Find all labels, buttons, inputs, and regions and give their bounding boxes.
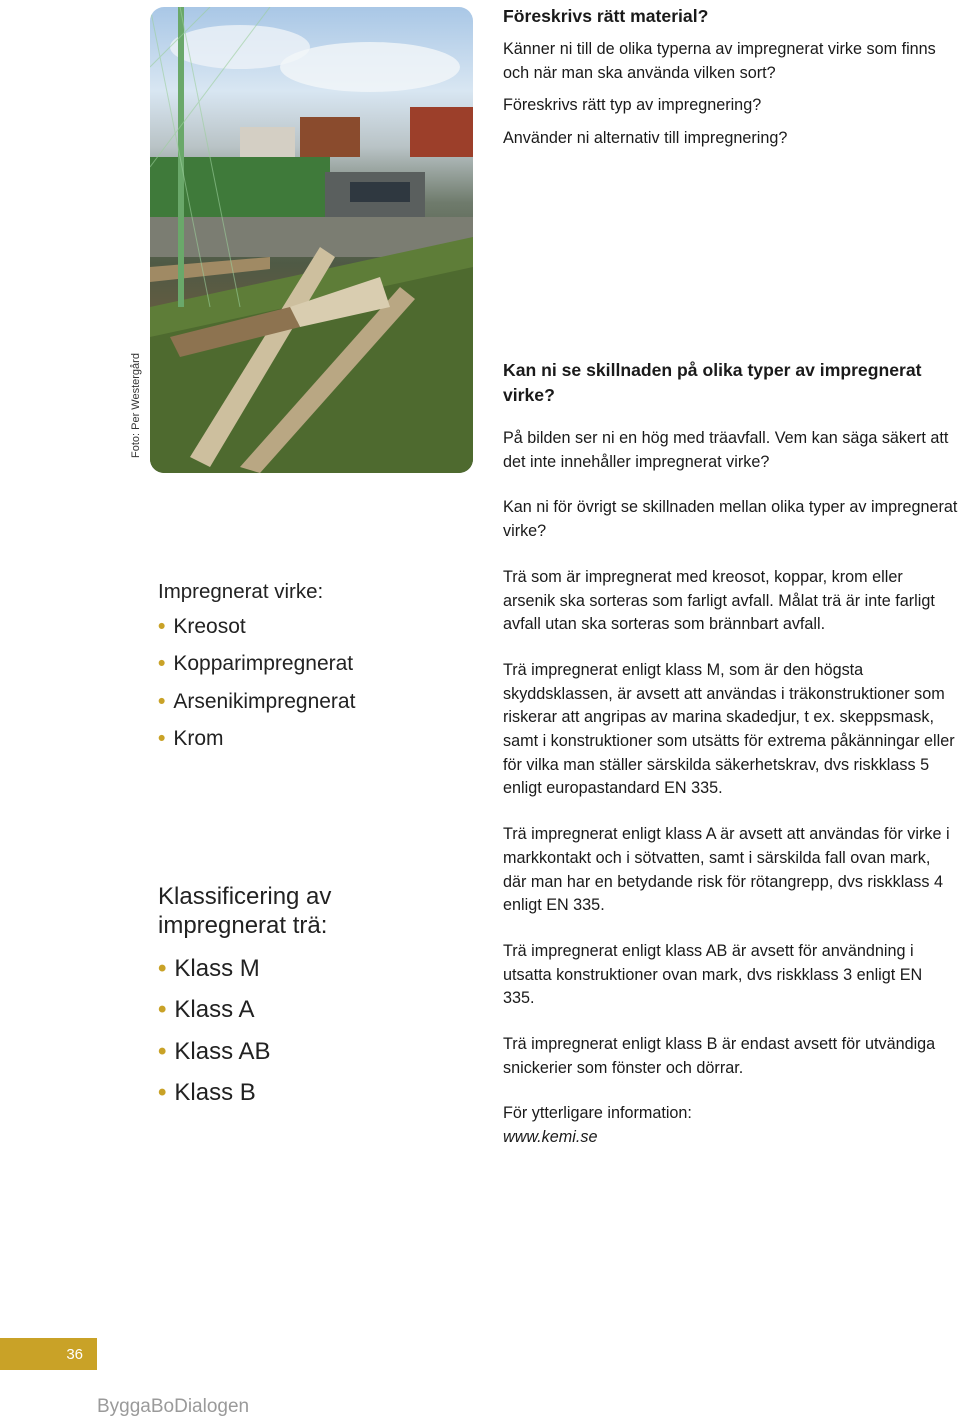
sidebar-1-title: Impregnerat virke:	[158, 580, 324, 603]
sidebar-classification	[158, 882, 458, 1114]
list-item-label: Klass A	[174, 996, 255, 1024]
intro-question-1: Känner ni till de olika typerna av impregnerat virke som finns och när man ska använda vilken sort?	[503, 40, 936, 82]
bullet-icon: •	[158, 1037, 167, 1065]
intro-heading: Föreskrivs rätt material?	[503, 6, 709, 26]
page-number-box	[0, 1338, 97, 1370]
photo-wood-waste	[150, 7, 473, 473]
list-item	[158, 683, 458, 721]
bullet-icon: •	[158, 614, 166, 638]
paragraph-4: Trä impregnerat enligt klass M, som är den högsta skyddsklassen, är avsett att användas i träkonstruktioner som riskerar att angripas av marina skadedjur, t ex. skeppsmask, samt i konstruktioner som utsätts för extrema påkänningar eller för vilka man ställer särskilda säkerhetskrav, dvs riskklass 5 enligt europastandard EN 335.	[503, 660, 955, 798]
intro-question-3: Använder ni alternativ till impregnering?	[503, 129, 788, 148]
bullet-icon: •	[158, 652, 166, 676]
list-item-label: Klass AB	[174, 1037, 271, 1065]
paragraph-1: På bilden ser ni en hög med träavfall. Vem kan säga säkert att det inte innehåller impregnerat virke?	[503, 429, 949, 471]
photo-credit: Foto: Per Westergård	[130, 353, 142, 458]
main-section	[503, 358, 958, 1150]
bullet-icon: •	[158, 1079, 167, 1107]
list-item	[158, 608, 458, 646]
list-item-label: Klass M	[174, 954, 260, 982]
list-item-label: Arsenikimpregnerat	[173, 689, 356, 713]
list-item	[158, 646, 458, 684]
info-link[interactable]: www.kemi.se	[503, 1128, 598, 1147]
info-label: För ytterligare information:	[503, 1104, 692, 1123]
bullet-icon: •	[158, 954, 167, 982]
footer-brand: ByggaBoDialogen	[97, 1396, 250, 1417]
page-number: 36	[66, 1346, 83, 1363]
bullet-icon: •	[158, 689, 166, 713]
sidebar-2-title-line-2: impregnerat trä:	[158, 912, 328, 939]
list-item	[158, 990, 458, 1032]
paragraph-2: Kan ni för övrigt se skillnaden mellan olika typer av impregnerat virke?	[503, 498, 958, 541]
list-item	[158, 948, 458, 990]
paragraph-3: Trä som är impregnerat med kreosot, koppar, krom eller arsenik ska sorteras som farligt avfall. Målat trä är inte farligt avfall utan ska sorteras som brännbart avfall.	[503, 567, 935, 634]
list-item-label: Kreosot	[173, 614, 246, 638]
sidebar-impregnated-wood	[158, 578, 458, 758]
list-item-label: Kopparimpregnerat	[173, 652, 354, 676]
photo-illustration	[150, 7, 473, 473]
paragraph-7: Trä impregnerat enligt klass B är endast avsett för utvändiga snickerier som fönster och dörrar.	[503, 1035, 936, 1077]
list-item	[158, 721, 458, 759]
list-item	[158, 1031, 458, 1073]
intro-question-2: Föreskrivs rätt typ av impregnering?	[503, 96, 762, 115]
section-heading: Kan ni se skillnaden på olika typer av impregnerat virke?	[503, 360, 922, 405]
sidebar-1-list	[158, 608, 458, 758]
sidebar-2-list	[158, 948, 458, 1114]
paragraph-6: Trä impregnerat enligt klass AB är avsett för användning i utsatta konstruktioner ovan mark, dvs riskklass 3 enligt EN 335.	[503, 941, 923, 1008]
bullet-icon: •	[158, 996, 167, 1024]
list-item-label: Klass B	[174, 1079, 256, 1107]
intro-block	[503, 4, 958, 151]
bullet-icon: •	[158, 727, 166, 751]
paragraph-5: Trä impregnerat enligt klass A är avsett att användas för virke i markkontakt och i sötvatten, samt i särskilda fall ovan mark, där man har en betydande risk för rötangrepp, dvs riskklass 4 enligt EN 335.	[503, 825, 950, 915]
sidebar-2-title-line-1: Klassificering av	[158, 883, 332, 910]
list-item-label: Krom	[173, 727, 224, 751]
list-item	[158, 1073, 458, 1115]
